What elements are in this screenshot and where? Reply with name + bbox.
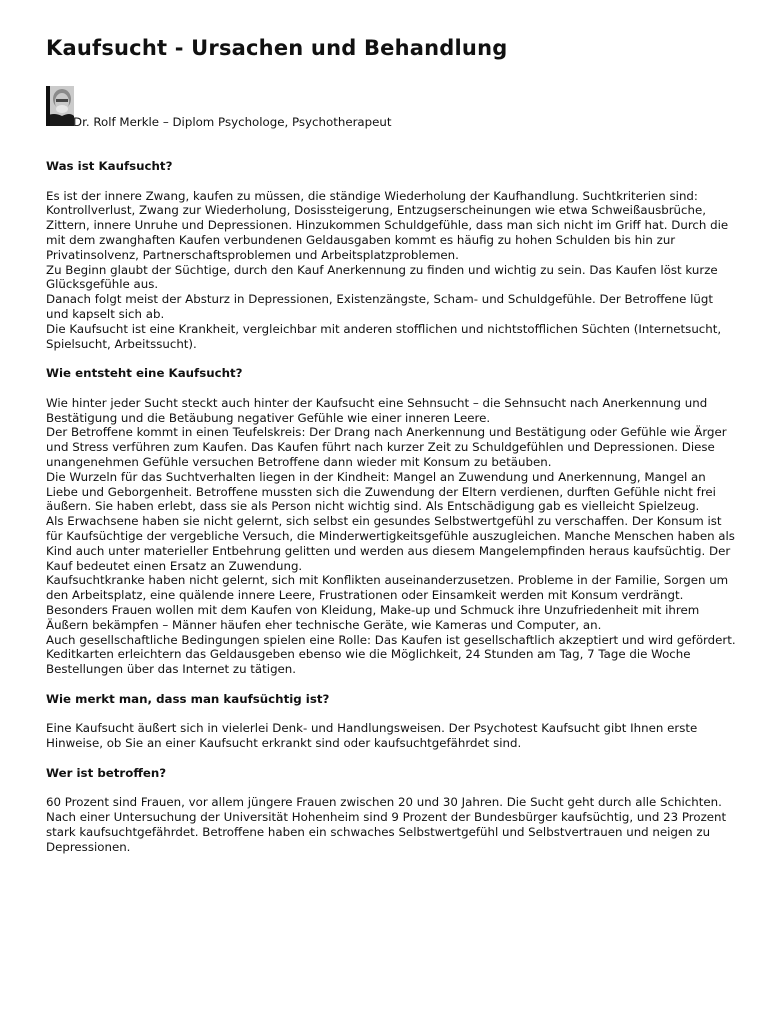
paragraph: Eine Kaufsucht äußert sich in vielerlei Denk- und Handlungsweisen. Der Psychotest Kaufsucht gibt Ihnen erste Hinweise, ob Sie an einer Kaufsucht erkrankt sind oder kaufsuchtgefährdet sind. [46, 721, 698, 751]
section-heading: Was ist Kaufsucht? [46, 159, 173, 173]
paragraph: Zu Beginn glaubt der Süchtige, durch den Kauf Anerkennung zu finden und wichtig zu sein. Das Kaufen löst kurze Glücksgefühle aus. [46, 262, 718, 292]
paragraph: Die Kaufsucht ist eine Krankheit, vergleichbar mit anderen stofflichen und nichtstofflichen Süchten (Internetsucht, Spielsucht, Arbeitssucht). [46, 321, 722, 351]
author-block [46, 86, 736, 128]
paragraph: Als Erwachsene haben sie nicht gelernt, sich selbst ein gesundes Selbstwertgefühl zu verschaffen. Der Konsum ist für Kaufsüchtige der vergebliche Versuch, die Minderwertigkeitsgefühle auszugleichen. Manche Menschen haben als Kind auch unter materieller Entbehrung gelitten und werden aus diesem Mangelempfinden heraus kaufsüchtig. Der Kauf bedeutet einen Ersatz an Zuwendung. [46, 514, 735, 573]
page-title: Kaufsucht - Ursachen und Behandlung [46, 36, 508, 60]
section-symptoms [46, 692, 738, 766]
section-heading: Wer ist betroffen? [46, 765, 167, 780]
section-origin [46, 366, 738, 692]
section-heading: Wie entsteht eine Kaufsucht? [46, 366, 243, 381]
author-line: Dr. Rolf Merkle – Diplom Psychologe, Psychotherapeut [73, 115, 392, 129]
paragraph: 60 Prozent sind Frauen, vor allem jüngere Frauen zwischen 20 und 30 Jahren. Die Sucht geht durch alle Schichten. Nach einer Untersuchung der Universität Hohenheim sind 9 Prozent der Bundesbürger kaufsüchtig, und 23 Prozent stark kaufsuchtgefährdet. Betroffene haben ein schwaches Selbstwertgefühl und Selbstvertrauen und neigen zu Depressionen. [46, 795, 727, 854]
paragraph: Kaufsuchtkranke haben nicht gelernt, sich mit Konflikten auseinanderzusetzen. Probleme in der Familie, Sorgen um den Arbeitsplatz, eine quälende innere Leere, Frustrationen oder Einsamkeit werden mit Konsum verdrängt. Besonders Frauen wollen mit dem Kaufen von Kleidung, Make-up und Schmuck ihre Unzufriedenheit mit ihrem Äußern bekämpfen – Männer häufen eher technische Geräte, wie Kameras und Computer, an. [46, 573, 729, 632]
paragraph: Die Wurzeln für das Suchtverhalten liegen in der Kindheit: Mangel an Zuwendung und Anerkennung, Mangel an Liebe und Geborgenheit. Betroffene mussten sich die Zuwendung der Eltern verdienen, durften Gefühle nicht frei äußern. Sie haben erlebt, dass sie als Person nicht wichtig sind. Als Entschädigung gab es vielleicht Spielzeug. [46, 469, 716, 514]
paragraph: Es ist der innere Zwang, kaufen zu müssen, die ständige Wiederholung der Kaufhandlung. Suchtkriterien sind: Kontrollverlust, Zwang zur Wiederholung, Dosissteigerung, Entzugserscheinungen wie etwa Schweißausbrüche, Zittern, innere Unruhe und Depressionen. Hinzukommen Schuldgefühle, dass man sich nicht im Griff hat. Durch die mit dem zwanghaften Kaufen verbundenen Geldausgaben kommt es häufig zu hohen Schulden bis hin zur Privatinsolvenz, Partnerschaftsproblemen und Arbeitsplatzproblemen. [46, 188, 729, 262]
section-affected [46, 766, 738, 855]
section-heading: Wie merkt man, dass man kaufsüchtig ist? [46, 691, 330, 706]
section-what-is [46, 159, 738, 366]
paragraph: Danach folgt meist der Absturz in Depressionen, Existenzängste, Scham- und Schuldgefühle. Der Betroffene lügt und kapselt sich ab. [46, 292, 713, 321]
paragraph: Der Betroffene kommt in einen Teufelskreis: Der Drang nach Anerkennung und Bestätigung oder Gefühle wie Ärger und Stress verführen zum Kaufen. Das Kaufen führt nach kurzer Zeit zu Schuldgefühlen und Depressionen. Diese unangenehmen Gefühle versuchen Betroffene dann wieder mit Konsum zu betäuben. [46, 425, 727, 469]
paragraph: Auch gesellschaftliche Bedingungen spielen eine Rolle: Das Kaufen ist gesellschaftlich akzeptiert und wird gefördert. Keditkarten erleichtern das Geldausgeben ebenso wie die Möglichkeit, 24 Stunden am Tag, 7 Tage die Woche Bestellungen über das Internet zu tätigen. [46, 632, 736, 677]
paragraph: Wie hinter jeder Sucht steckt auch hinter der Kaufsucht eine Sehnsucht – die Sehnsucht nach Anerkennung und Bestätigung und die Betäubung negativer Gefühle wie einer inneren Leere. [46, 395, 708, 425]
author-photo [46, 86, 74, 126]
article-body [46, 159, 738, 854]
